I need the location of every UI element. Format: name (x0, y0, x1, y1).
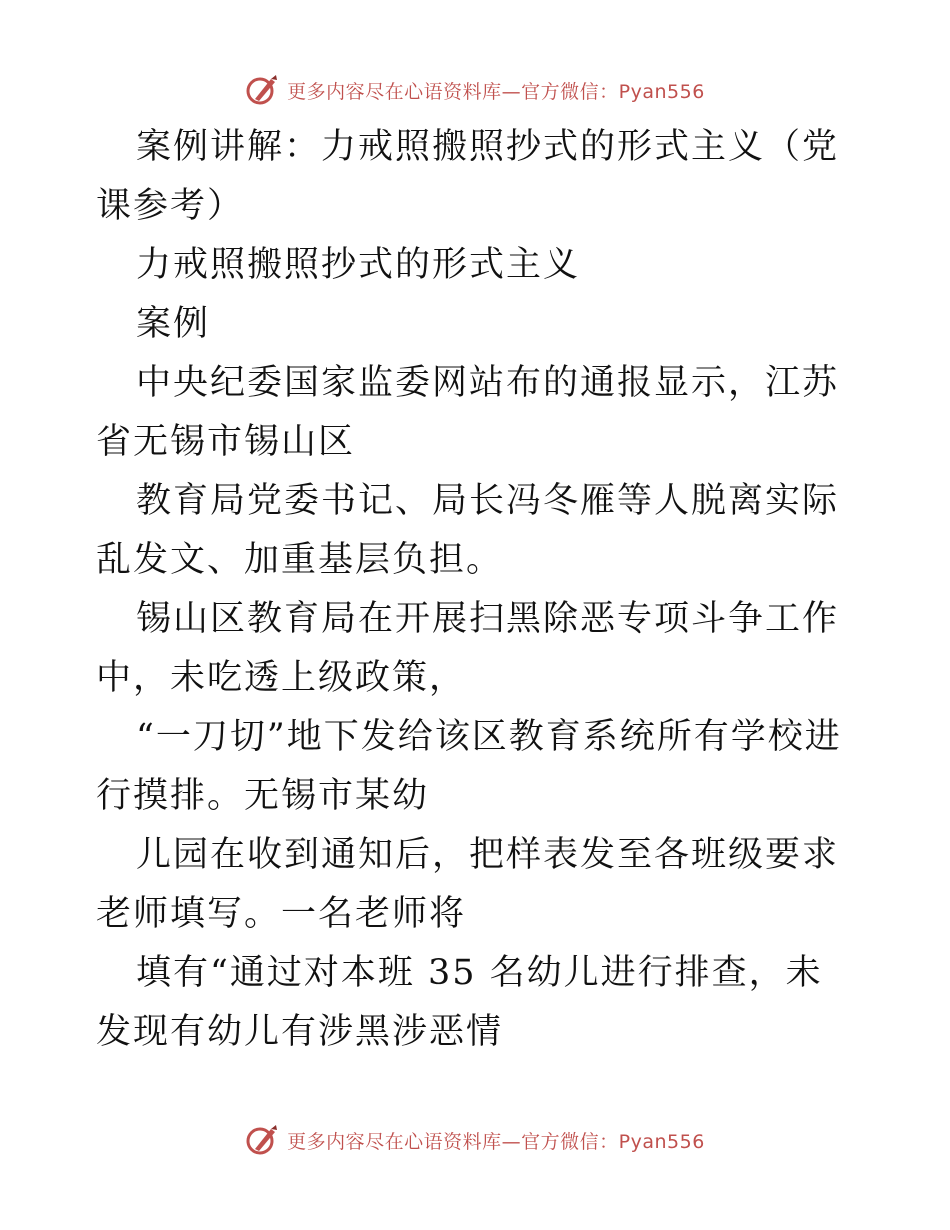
section-heading: 力戒照搬照抄式的形式主义 (136, 245, 581, 285)
document-body (96, 118, 856, 1062)
subsection-label: 案例 (136, 304, 211, 344)
body-paragraph: 儿园在收到通知后，把样表发至各班级要求老师填写。一名老师将 (96, 835, 840, 934)
quill-pen-logo-icon (245, 1123, 279, 1157)
body-paragraph: 锡山区教育局在开展扫黑除恶专项斗争工作中，未吃透上级政策， (96, 599, 840, 698)
header-banner (0, 70, 950, 110)
body-paragraph: 填有“通过对本班 35 名幼儿进行排查，未发现有幼儿有涉黑涉恶情 (96, 953, 823, 1052)
document-title: 案例讲解：力戒照搬照抄式的形式主义（党课参考） (96, 127, 840, 226)
footer-banner (0, 1120, 950, 1160)
quill-pen-logo-icon (245, 73, 279, 107)
body-paragraph: “一刀切”地下发给该区教育系统所有学校进行摸排。无锡市某幼 (96, 717, 842, 816)
footer-banner-text: 更多内容尽在心语资料库—官方微信：Pyan556 (287, 1130, 705, 1153)
body-paragraph: 教育局党委书记、局长冯冬雁等人脱离实际乱发文、加重基层负担。 (96, 481, 840, 580)
body-paragraph: 中央纪委国家监委网站布的通报显示，江苏省无锡市锡山区 (96, 363, 840, 462)
header-banner-text: 更多内容尽在心语资料库—官方微信：Pyan556 (287, 80, 705, 103)
